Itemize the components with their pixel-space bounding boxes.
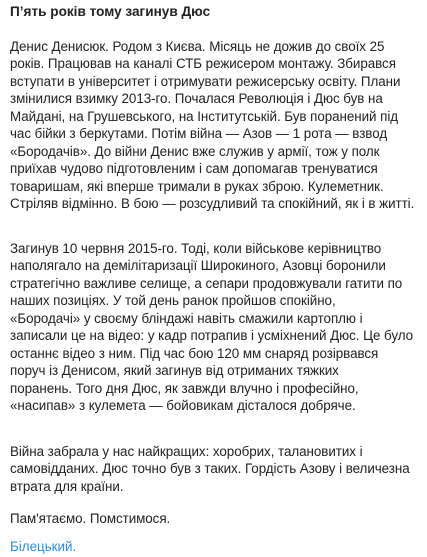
paragraph-line: років. Працював на каналі СТБ режисером монтажу. Збирався [10, 56, 396, 72]
paragraph-line: записали це на відео: у кадр потрапив і усміхнений Дюс. Це було [10, 328, 414, 344]
paragraph-line: втрата для країни. [10, 478, 124, 494]
paragraph-line: наших позиціях. У той день ранок пройшов спокійно, [10, 293, 336, 309]
post-paragraph-2 [10, 240, 413, 415]
paragraph-line: останнє відео з ним. Під час бою 120 мм снаряд розірвався [10, 345, 379, 361]
signature-link[interactable]: Білецький. [10, 539, 77, 554]
paragraph-line: змінилися взимку 2013-го. Почалася Революція і Дюс був на [10, 91, 383, 107]
paragraph-line: поруч із Денисом, який загинув від отриманих тяжких [10, 363, 339, 379]
paragraph-line: Стріляв відмінно. В бою — розсудливий та спокійний, як і в житті. [10, 196, 415, 212]
paragraph-line: «Бородачів». До війни Денис вже служив у армії, тож у полк [10, 143, 380, 159]
paragraph-line: «насипав» з кулемета — бойовикам дісталося добряче. [10, 398, 356, 414]
paragraph-line: Денис Денисюк. Родом з Києва. Місяць не дожив до своїх 25 [10, 39, 385, 54]
paragraph-line: приїхав чудово підготовленим і сам допомагав тренуватися [10, 161, 378, 177]
post-title: П’ять років тому загинув Дюс [10, 4, 211, 19]
paragraph-line: Пам'ятаємо. Помстимося. [10, 511, 171, 526]
post-paragraph-4 [10, 510, 170, 527]
paragraph-line: стратегічно важливе селище, а сепари продовжували гатити по [10, 275, 403, 291]
paragraph-line: Війна забрала у нас найкращих: хоробрих, талановитих і [10, 444, 363, 459]
paragraph-line: Загинув 10 червня 2015-го. Тоді, коли військове керівництво [10, 241, 382, 256]
paragraph-line: товаришам, які вперше тримали в руках зброю. Кулеметник. [10, 178, 384, 194]
post-paragraph-1 [10, 38, 414, 213]
paragraph-line: поранень. Того дня Дюс, як завжди влучно і професійно, [10, 380, 359, 396]
paragraph-line: Майдані, на Грушевського, на Інститутській. Був поранений під [10, 108, 399, 124]
paragraph-line: вступати в університет і отримувати режисерську освіту. Плани [10, 73, 401, 89]
paragraph-line: самовідданих. Дюс точно був з таких. Гордість Азову і величезна [10, 461, 410, 477]
paragraph-line: наполягало на демілітаризації Широкиного, Азовці боронили [10, 258, 386, 274]
paragraph-line: час бійки з беркутами. Потім війна — Азов — 1 рота — взвод [10, 126, 388, 142]
paragraph-line: «Бородачі» у своєму бліндажі навіть смажили картоплю і [10, 310, 363, 326]
post-paragraph-3 [10, 443, 410, 495]
